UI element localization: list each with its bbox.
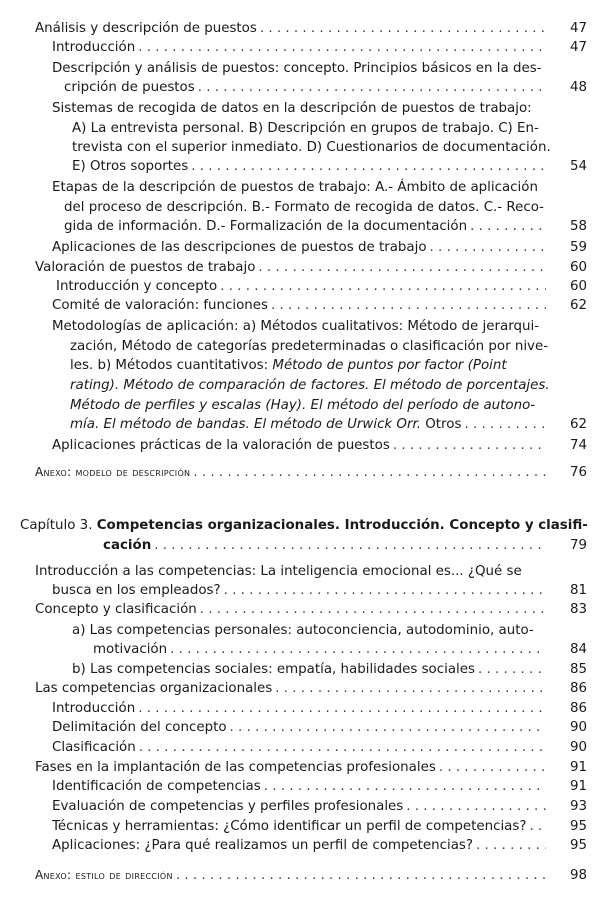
dot-leader	[220, 277, 546, 296]
dot-leader	[198, 78, 546, 97]
toc-page-number: 91	[569, 779, 587, 794]
toc-page-number: 48	[569, 80, 587, 95]
toc-entry-title: Anexo: modelo de descripción	[35, 465, 191, 479]
toc-page-number: 54	[569, 159, 587, 174]
dot-leader	[139, 738, 546, 757]
toc-page-number: 76	[569, 465, 587, 480]
dot-leader	[478, 660, 546, 679]
toc-entry	[0, 600, 600, 619]
toc-annex-entry	[0, 866, 600, 885]
dot-leader	[230, 718, 546, 737]
toc-page-number: 62	[569, 298, 587, 313]
toc-entry-title: Descripción y análisis de puestos: concepto. Principios básicos en la des-	[52, 61, 542, 76]
toc-entry-title: del proceso de descripción. B.- Formato de recogida de datos. C.- Reco-	[64, 200, 544, 215]
toc-entry	[0, 38, 600, 57]
toc-page-number: 79	[569, 538, 587, 553]
dot-leader	[260, 19, 546, 38]
dot-leader	[200, 600, 546, 619]
toc-entry	[0, 356, 600, 375]
toc-entry	[0, 59, 600, 78]
toc-page-number: 83	[569, 602, 587, 617]
toc-entry	[0, 376, 600, 395]
toc-page-number: 93	[569, 799, 587, 814]
toc-entry	[0, 198, 600, 217]
toc-entry	[0, 718, 600, 737]
toc-entry	[0, 157, 600, 176]
toc-entry-title: Sistemas de recogida de datos en la descripción de puestos de trabajo:	[52, 101, 532, 116]
toc-entry-title: A) La entrevista personal. B) Descripción en grupos de trabajo. C) En-	[72, 121, 539, 136]
toc-entry	[0, 581, 600, 600]
dot-leader	[154, 536, 546, 555]
toc-text-italic: mía. El método de bandas. El método de Urwick Orr.	[70, 417, 422, 432]
toc-entry-title: zación, Método de categorías predeterminadas o clasificación por nive-	[70, 339, 549, 354]
dot-leader	[464, 415, 546, 434]
toc-entry-title: Análisis y descripción de puestos	[35, 21, 257, 36]
toc-entry	[0, 621, 600, 640]
dot-leader	[271, 296, 546, 315]
toc-entry-title: busca en los empleados?	[52, 583, 221, 598]
dot-leader	[264, 777, 546, 796]
toc-entry	[0, 738, 600, 757]
toc-entry-title	[70, 415, 461, 434]
toc-entry-title: a) Las competencias personales: autoconciencia, autodominio, auto-	[72, 623, 534, 638]
toc-entry-title: Fases en la implantación de las competencias profesionales	[35, 760, 436, 775]
toc-entry-title: Etapas de la descripción de puestos de trabajo: A.- Ámbito de aplicación	[52, 180, 538, 195]
toc-entry-title: Valoración de puestos de trabajo	[35, 260, 256, 275]
toc-entry-title: Las competencias organizacionales	[35, 681, 273, 696]
toc-page-number: 62	[569, 417, 587, 432]
dot-leader	[393, 436, 546, 455]
toc-entry-title: cripción de puestos	[64, 80, 195, 95]
toc-entry	[0, 640, 600, 659]
toc-page-number: 60	[569, 260, 587, 275]
toc-page-number: 90	[569, 740, 587, 755]
toc-page-number: 98	[569, 868, 587, 883]
toc-page-number: 90	[569, 720, 587, 735]
toc-chapter-entry	[0, 536, 600, 555]
toc-entry	[0, 119, 600, 138]
toc-entry	[0, 699, 600, 718]
toc-entry	[0, 317, 600, 336]
toc-annex-entry	[0, 463, 600, 482]
toc-entry-title: Aplicaciones: ¿Para qué realizamos un perfil de competencias?	[52, 838, 474, 853]
toc-entry-title: Identificación de competencias	[52, 779, 261, 794]
dot-leader	[258, 258, 546, 277]
toc-entry-title: Anexo: estilo de dirección	[35, 868, 173, 882]
toc-entry	[0, 19, 600, 38]
toc-entry-title: Introducción	[52, 40, 136, 55]
toc-page-number: 74	[569, 438, 587, 453]
toc-entry	[0, 836, 600, 855]
toc-entry-title: rating). Método de comparación de factores. El método de porcentajes.	[70, 378, 550, 393]
toc-entry-title: motivación	[93, 642, 168, 657]
toc-entry-title: Método de perfiles y escalas (Hay). El método del período de autono-	[70, 398, 536, 413]
toc-entry	[0, 758, 600, 777]
toc-entry-title: Evaluación de competencias y perfiles profesionales	[52, 799, 404, 814]
chapter-title: cación	[103, 538, 152, 553]
toc-entry	[0, 436, 600, 455]
toc-page-number: 85	[569, 662, 587, 677]
dot-leader	[439, 758, 546, 777]
toc-entry-title: Clasificación	[52, 740, 136, 755]
dot-leader	[176, 866, 546, 885]
chapter-title: Competencias organizacionales. Introducción. Concepto y clasifi-	[96, 518, 588, 533]
toc-page-number: 60	[569, 279, 587, 294]
toc-page-number: 91	[569, 760, 587, 775]
dot-leader	[430, 238, 546, 257]
toc-chapter-entry	[0, 516, 600, 535]
toc-entry	[0, 797, 600, 816]
toc-entry-title: Aplicaciones prácticas de la valoración de puestos	[52, 438, 390, 453]
toc-entry-title: Introducción	[52, 701, 136, 716]
toc-text-regular: les. b) Métodos cuantitativos:	[70, 358, 273, 373]
toc-text-regular: Otros	[421, 417, 462, 432]
dot-leader	[406, 797, 546, 816]
toc-entry	[0, 277, 600, 296]
dot-leader	[191, 157, 546, 176]
toc-entry-title	[70, 356, 507, 375]
toc-entry-title: Introducción a las competencias: La inteligencia emocional es... ¿Qué se	[35, 564, 522, 579]
dot-leader	[224, 581, 546, 600]
toc-entry	[0, 562, 600, 581]
toc-entry	[0, 99, 600, 118]
dot-leader	[476, 836, 546, 855]
toc-entry-title: Delimitación del concepto	[52, 720, 227, 735]
dot-leader	[193, 463, 546, 482]
dot-leader	[275, 679, 546, 698]
toc-entry-title: b) Las competencias sociales: empatía, habilidades sociales	[72, 662, 475, 677]
toc-entry	[0, 679, 600, 698]
chapter-label: Capítulo 3.	[20, 518, 97, 533]
dot-leader	[138, 38, 546, 57]
toc-entry-title: Comité de valoración: funciones	[52, 298, 268, 313]
toc-entry	[0, 817, 600, 836]
toc-entry-title: Técnicas y herramientas: ¿Cómo identificar un perfil de competencias?	[52, 819, 527, 834]
toc-entry	[0, 337, 600, 356]
toc-entry-title: trevista con el superior inmediato. D) Cuestionarios de documentación.	[72, 140, 551, 155]
toc-entry	[0, 660, 600, 679]
dot-leader	[170, 640, 546, 659]
toc-page-number: 86	[569, 701, 587, 716]
toc-entry	[0, 78, 600, 97]
dot-leader	[529, 817, 546, 836]
toc-entry-title	[20, 516, 588, 535]
toc-page-number: 59	[569, 240, 587, 255]
toc-text-italic: Método de puntos por factor (Point	[272, 358, 507, 373]
toc-page-number: 95	[569, 838, 587, 853]
toc-entry	[0, 138, 600, 157]
toc-entry-title: Introducción y concepto	[56, 279, 218, 294]
toc-page-number: 47	[569, 40, 587, 55]
toc-entry	[0, 238, 600, 257]
toc-page-number: 81	[569, 583, 587, 598]
toc-entry-title: Concepto y clasificación	[35, 602, 197, 617]
toc-entry	[0, 415, 600, 434]
toc-entry	[0, 258, 600, 277]
toc-entry	[0, 777, 600, 796]
toc-entry-title: E) Otros soportes	[72, 159, 189, 174]
toc-entry	[0, 178, 600, 197]
toc-entry-title: Aplicaciones de las descripciones de puestos de trabajo	[52, 240, 427, 255]
dot-leader	[138, 699, 546, 718]
toc-page-number: 47	[569, 21, 587, 36]
toc-page-number: 86	[569, 681, 587, 696]
toc-page-number: 95	[569, 819, 587, 834]
toc-page-number: 58	[569, 219, 587, 234]
toc-page-number: 84	[569, 642, 587, 657]
toc-entry	[0, 296, 600, 315]
dot-leader	[470, 217, 546, 236]
toc-entry	[0, 396, 600, 415]
toc-entry	[0, 217, 600, 236]
toc-entry-title: Metodologías de aplicación: a) Métodos cualitativos: Método de jerarqui-	[52, 319, 540, 334]
toc-entry-title: gida de información. D.- Formalización de la documentación	[64, 219, 468, 234]
